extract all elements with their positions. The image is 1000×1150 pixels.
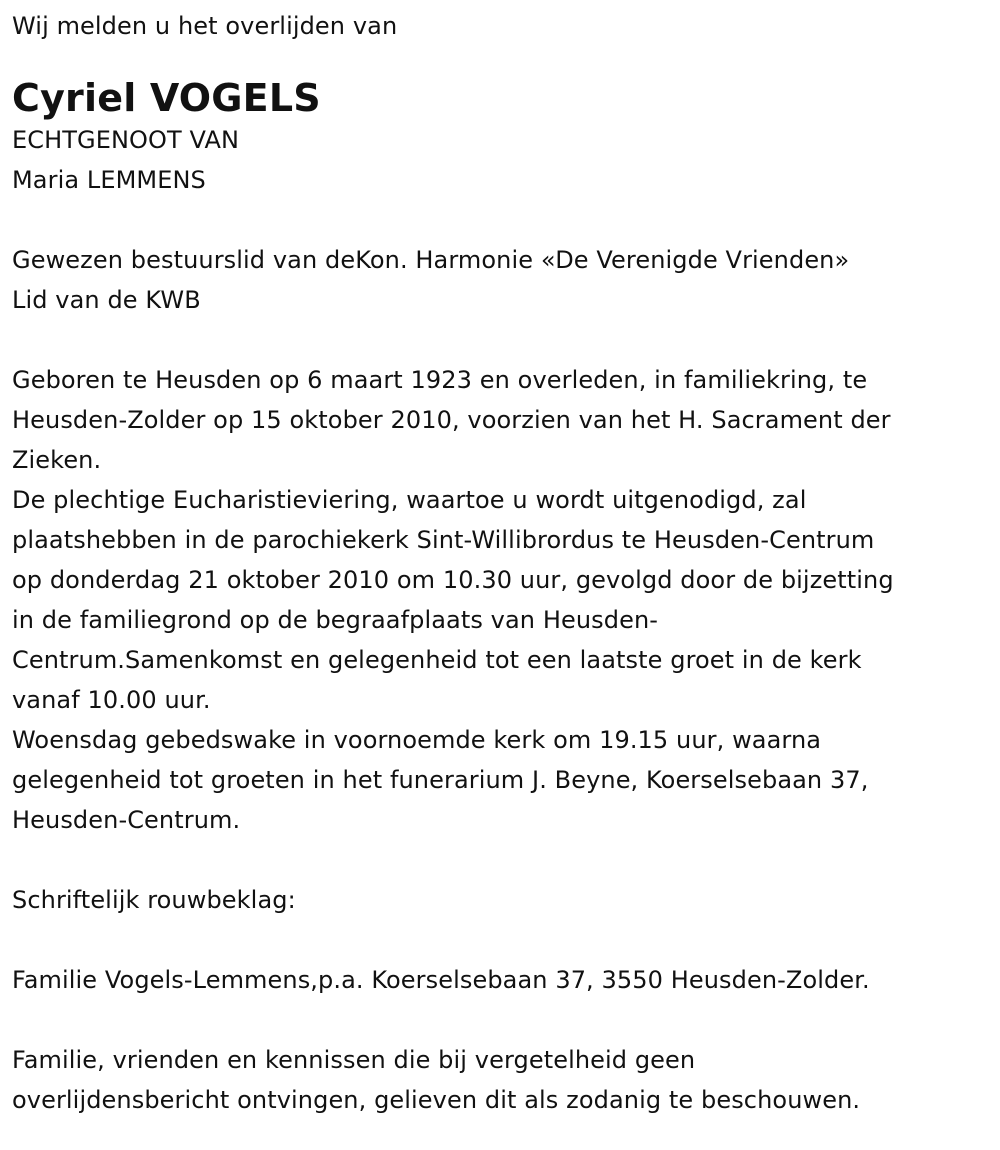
details-line: gelegenheid tot groeten in het funerarium J. Beyne, Koerselsebaan 37, — [12, 766, 869, 794]
relation-text: ECHTGENOOT VAN — [12, 126, 240, 154]
condolence-address: Familie Vogels-Lemmens,p.a. Koerselsebaan 37, 3550 Heusden-Zolder. — [12, 966, 870, 994]
spouse-name: Maria LEMMENS — [12, 166, 206, 194]
details-line: Zieken. — [12, 446, 102, 474]
affiliation-line: Gewezen bestuurslid van deKon. Harmonie «De Verenigde Vrienden» — [12, 246, 850, 274]
affiliation-line: Lid van de KWB — [12, 286, 201, 314]
details-line: in de familiegrond op de begraafplaats van Heusden- — [12, 606, 659, 634]
spacer — [12, 920, 988, 960]
details-line: Centrum.Samenkomst en gelegenheid tot een laatste groet in de kerk — [12, 646, 862, 674]
spacer — [12, 840, 988, 880]
details-line: Geboren te Heusden op 6 maart 1923 en overleden, in familiekring, te — [12, 366, 868, 394]
details-block — [12, 360, 988, 840]
spacer — [12, 1000, 988, 1040]
details-line: Heusden-Zolder op 15 oktober 2010, voorzien van het H. Sacrament der — [12, 406, 891, 434]
intro-text: Wij melden u het overlijden van — [12, 12, 398, 40]
details-line: De plechtige Eucharistieviering, waartoe u wordt uitgenodigd, zal — [12, 486, 807, 514]
affiliations-block — [12, 240, 988, 320]
details-line: Heusden-Centrum. — [12, 806, 241, 834]
details-line: plaatshebben in de parochiekerk Sint-Willibrordus te Heusden-Centrum — [12, 526, 875, 554]
details-line: op donderdag 21 oktober 2010 om 10.30 uur, gevolgd door de bijzetting — [12, 566, 894, 594]
spacer — [12, 320, 988, 360]
spacer — [12, 200, 988, 240]
condolence-label: Schriftelijk rouwbeklag: — [12, 886, 296, 914]
closing-line: overlijdensbericht ontvingen, gelieven dit als zodanig te beschouwen. — [12, 1086, 861, 1114]
closing-line: Familie, vrienden en kennissen die bij vergetelheid geen — [12, 1046, 696, 1074]
details-line: vanaf 10.00 uur. — [12, 686, 211, 714]
details-line: Woensdag gebedswake in voornoemde kerk om 19.15 uur, waarna — [12, 726, 822, 754]
deceased-name: Cyriel VOGELS — [12, 76, 321, 120]
closing-block — [12, 1040, 988, 1120]
